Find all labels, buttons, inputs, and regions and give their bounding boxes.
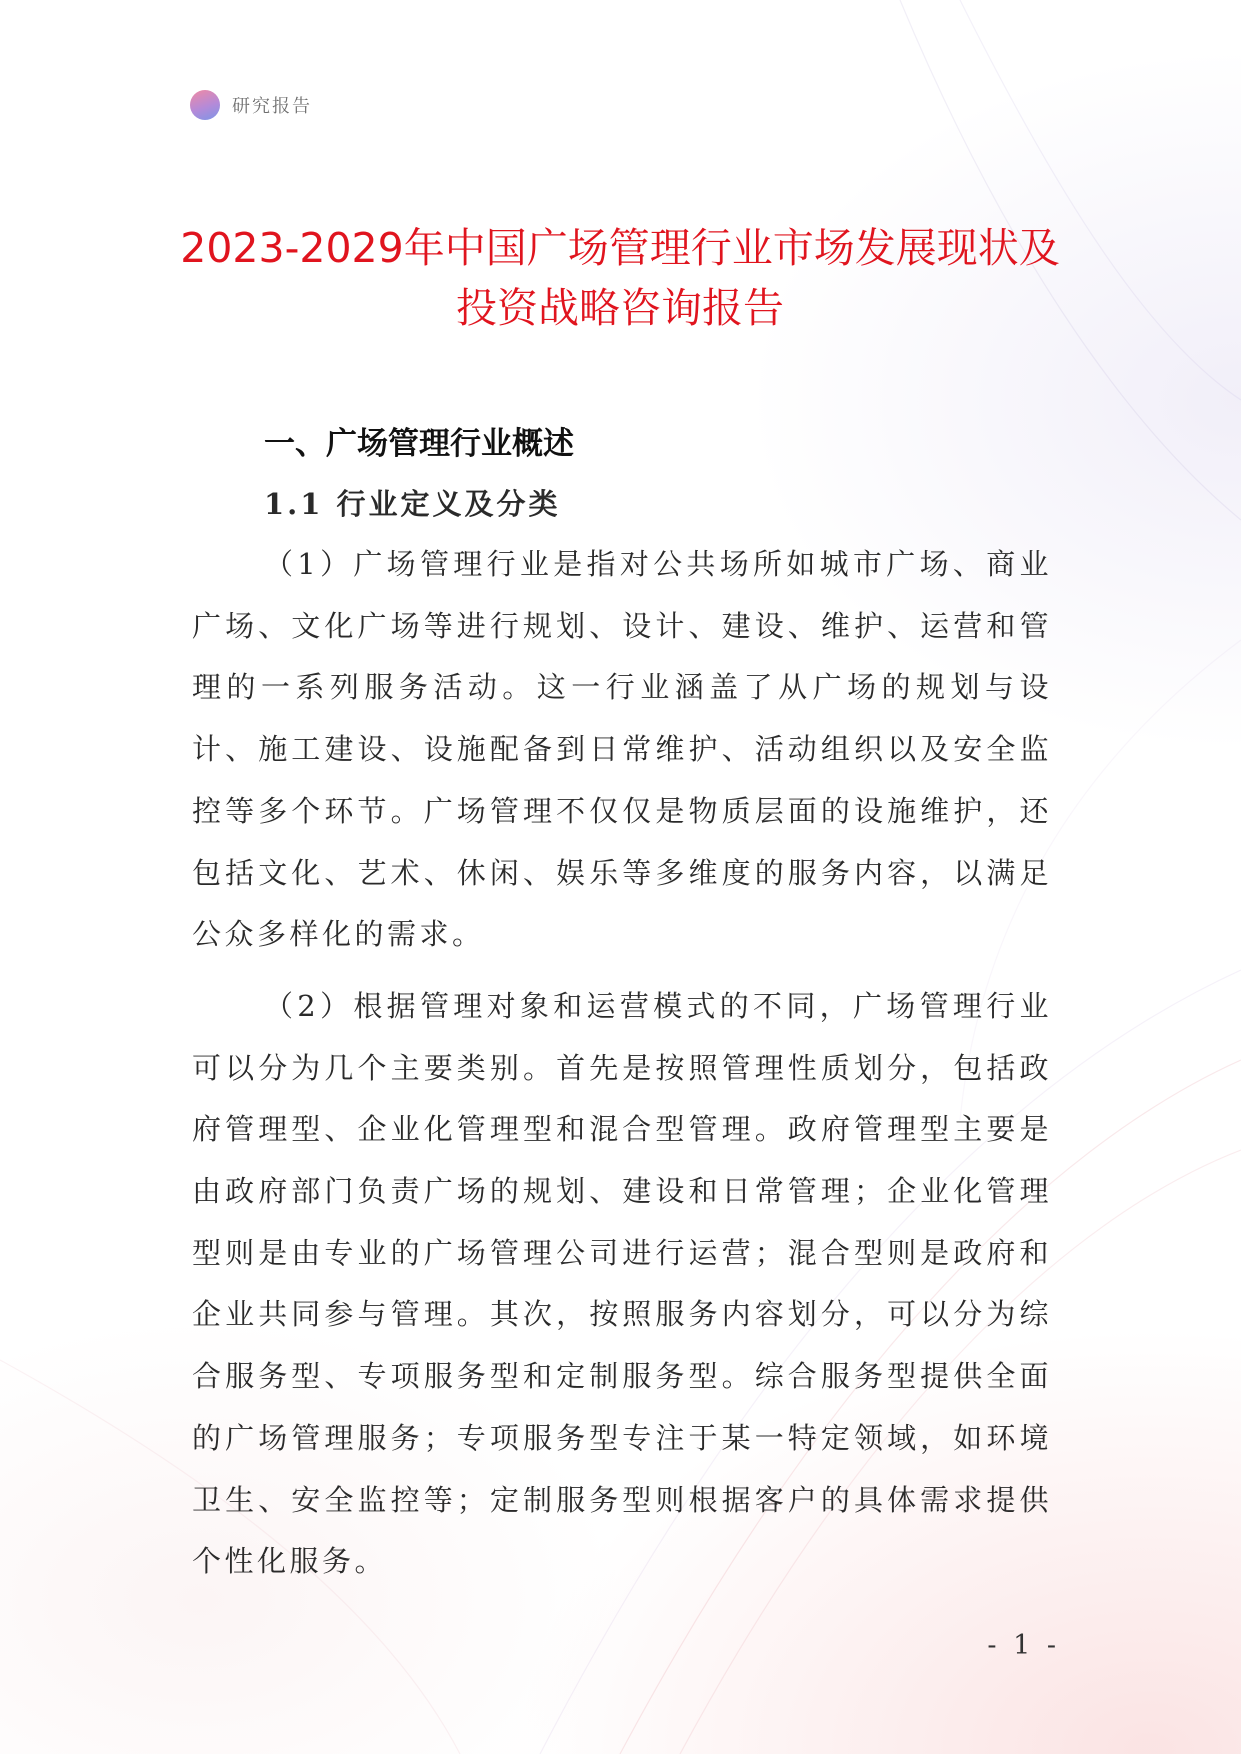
subsection-heading: 1.1 行业定义及分类	[264, 487, 561, 521]
brand-logo	[190, 90, 312, 120]
brand-logo-icon	[190, 90, 220, 120]
paragraph-1: （1）广场管理行业是指对公共场所如城市广场、商业广场、文化广场等进行规划、设计、建设、维护、运营和管理的一系列服务活动。这一行业涵盖了从广场的规划与设计、施工建设、设施配备到日常维护、活动组织以及安全监控等多个环节。广场管理不仅仅是物质层面的设施维护，还包括文化、艺术、休闲、娱乐等多维度的服务内容，以满足公众多样化的需求。	[192, 547, 1052, 952]
brand-label: 研究报告	[232, 96, 312, 117]
report-body	[192, 414, 1052, 1593]
section-heading: 一、广场管理行业概述	[264, 426, 574, 462]
report-title: 2023-2029年中国广场管理行业市场发展现状及投资战略咨询报告	[180, 224, 1060, 332]
page-number: - 1 -	[987, 1630, 1060, 1661]
paragraph-2: （2）根据管理对象和运营模式的不同，广场管理行业可以分为几个主要类别。首先是按照管理性质划分，包括政府管理型、企业化管理型和混合型管理。政府管理型主要是由政府部门负责广场的规划、建设和日常管理；企业化管理型则是由专业的广场管理公司进行运营；混合型则是政府和企业共同参与管理。其次，按照服务内容划分，可以分为综合服务型、专项服务型和定制服务型。综合服务型提供全面的广场管理服务；专项服务型专注于某一特定领域，如环境卫生、安全监控等；定制服务型则根据客户的具体需求提供个性化服务。	[192, 988, 1052, 1579]
